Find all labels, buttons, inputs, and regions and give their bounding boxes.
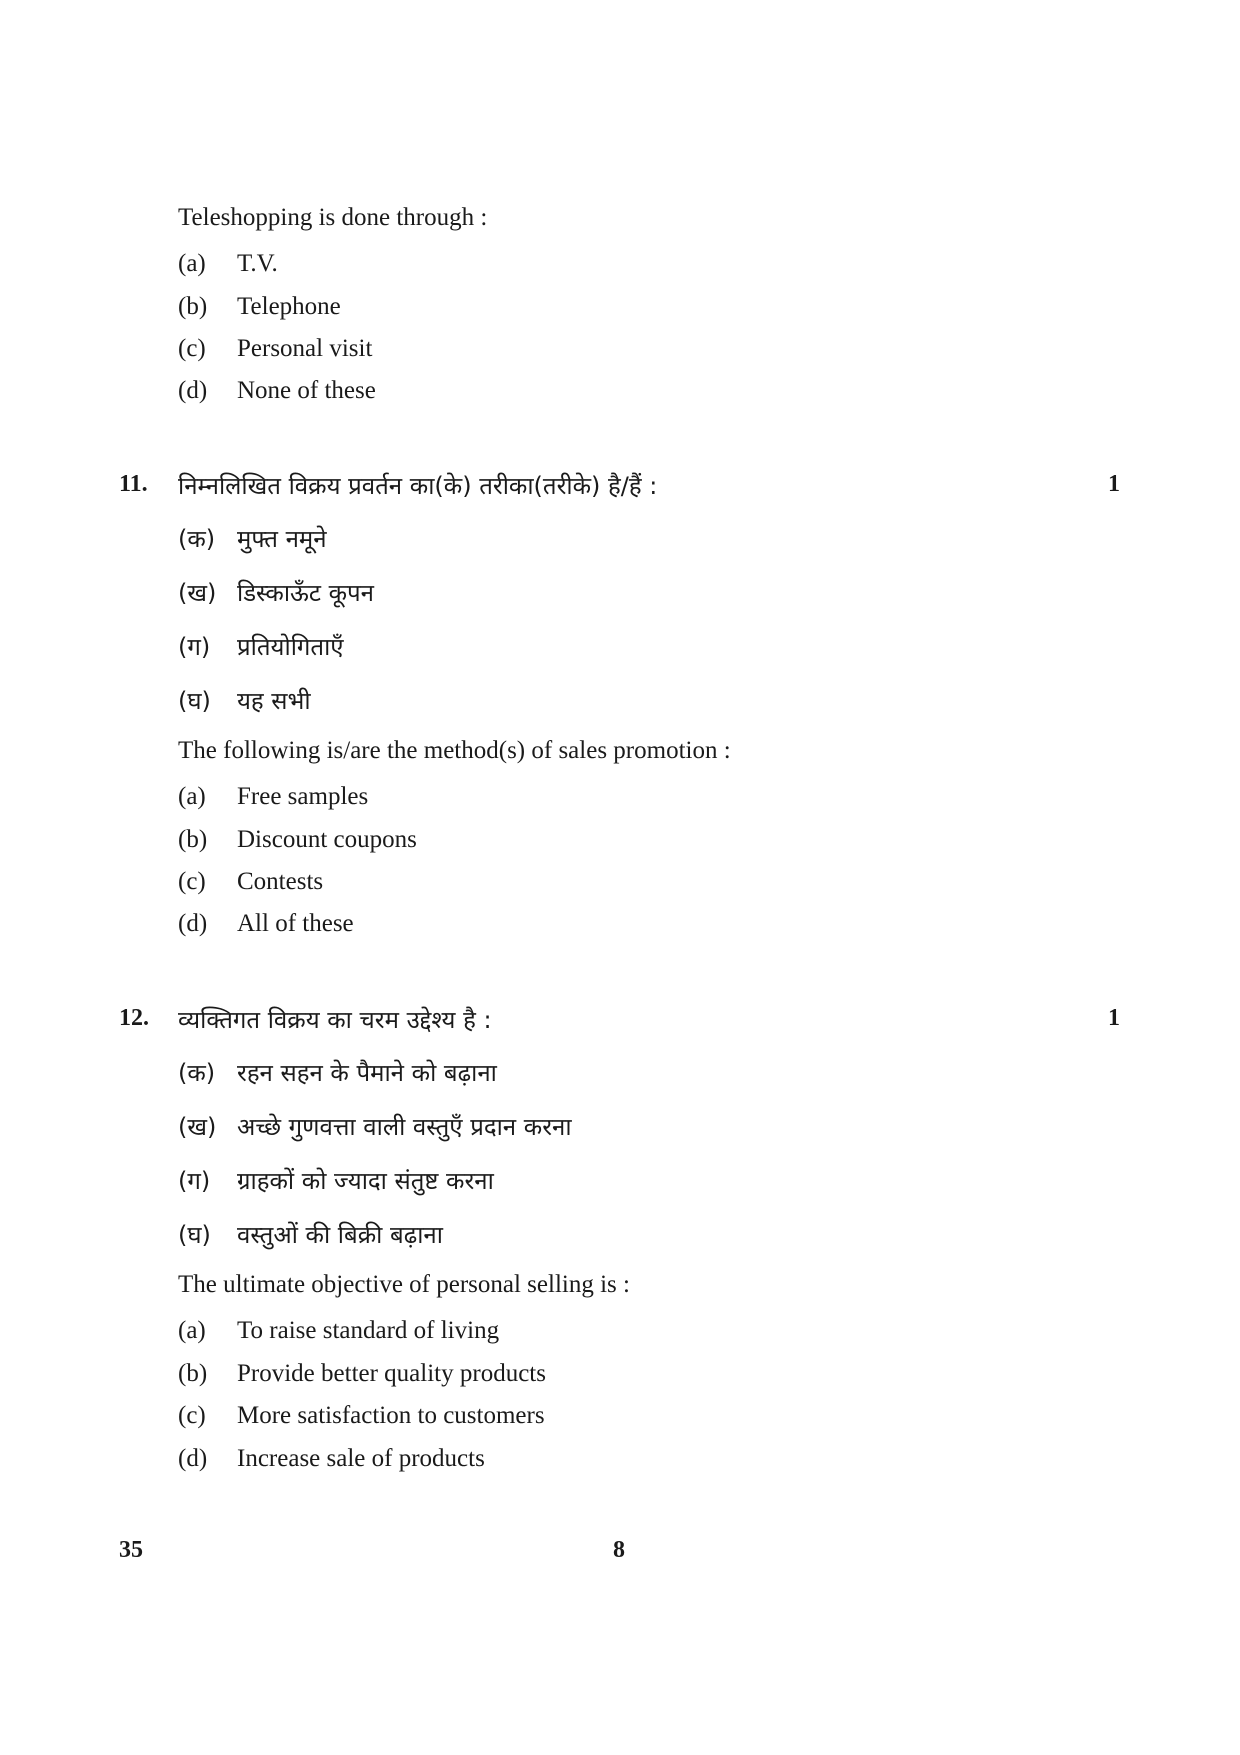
paper-code: 35 bbox=[119, 1537, 143, 1563]
option-label: (ग) bbox=[178, 633, 211, 661]
option-text: ग्राहकों को ज्यादा संतुष्ट करना bbox=[237, 1167, 494, 1195]
option-label: (c) bbox=[178, 335, 206, 362]
q11-stem-en: The following is/are the method(s) of sales promotion : bbox=[178, 737, 731, 764]
q12-marks: 1 bbox=[1108, 1005, 1120, 1031]
option-text: To raise standard of living bbox=[237, 1317, 500, 1344]
q12-stem-en: The ultimate objective of personal selling is : bbox=[178, 1271, 630, 1298]
option-label: (d) bbox=[178, 1445, 208, 1472]
q12-number: 12. bbox=[119, 1005, 149, 1031]
option-label: (a) bbox=[178, 783, 206, 810]
option-label: (a) bbox=[178, 250, 206, 277]
option-label: (b) bbox=[178, 826, 208, 853]
option-label: (ख) bbox=[178, 579, 217, 607]
q12-stem-hi: व्यक्तिगत विक्रय का चरम उद्देश्य है : bbox=[178, 1006, 492, 1034]
option-text: अच्छे गुणवत्ता वाली वस्तुएँ प्रदान करना bbox=[237, 1113, 572, 1141]
option-label: (ख) bbox=[178, 1113, 217, 1141]
option-text: None of these bbox=[237, 377, 376, 404]
page-number: 8 bbox=[613, 1537, 625, 1563]
option-label: (c) bbox=[178, 868, 206, 895]
option-text: Increase sale of products bbox=[237, 1445, 485, 1472]
q11-stem-hi: निम्नलिखित विक्रय प्रवर्तन का(के) तरीका(तरीके) है/हैं : bbox=[178, 472, 658, 500]
option-text: Contests bbox=[237, 868, 324, 895]
option-label: (d) bbox=[178, 910, 208, 937]
q10-stem-en: Teleshopping is done through : bbox=[178, 204, 488, 231]
option-text: Personal visit bbox=[237, 335, 373, 362]
option-text: T.V. bbox=[237, 250, 278, 277]
q11-marks: 1 bbox=[1108, 471, 1120, 497]
option-label: (b) bbox=[178, 293, 208, 320]
option-label: (ग) bbox=[178, 1167, 211, 1195]
option-label: (d) bbox=[178, 377, 208, 404]
option-text: डिस्काऊँट कूपन bbox=[237, 579, 374, 607]
option-text: यह सभी bbox=[237, 687, 311, 715]
option-text: वस्तुओं की बिक्री बढ़ाना bbox=[237, 1221, 443, 1249]
option-label: (घ) bbox=[178, 1221, 211, 1249]
option-text: Telephone bbox=[237, 293, 341, 320]
option-text: मुफ्त नमूने bbox=[237, 525, 327, 553]
option-label: (घ) bbox=[178, 687, 211, 715]
option-label: (c) bbox=[178, 1402, 206, 1429]
option-label: (क) bbox=[178, 525, 216, 553]
option-text: Provide better quality products bbox=[237, 1360, 546, 1387]
option-text: All of these bbox=[237, 910, 354, 937]
option-label: (क) bbox=[178, 1059, 216, 1087]
option-text: प्रतियोगिताएँ bbox=[237, 633, 344, 661]
option-text: More satisfaction to customers bbox=[237, 1402, 545, 1429]
option-text: रहन सहन के पैमाने को बढ़ाना bbox=[237, 1059, 497, 1087]
option-text: Discount coupons bbox=[237, 826, 417, 853]
option-label: (a) bbox=[178, 1317, 206, 1344]
option-label: (b) bbox=[178, 1360, 208, 1387]
q11-number: 11. bbox=[119, 471, 148, 497]
option-text: Free samples bbox=[237, 783, 369, 810]
